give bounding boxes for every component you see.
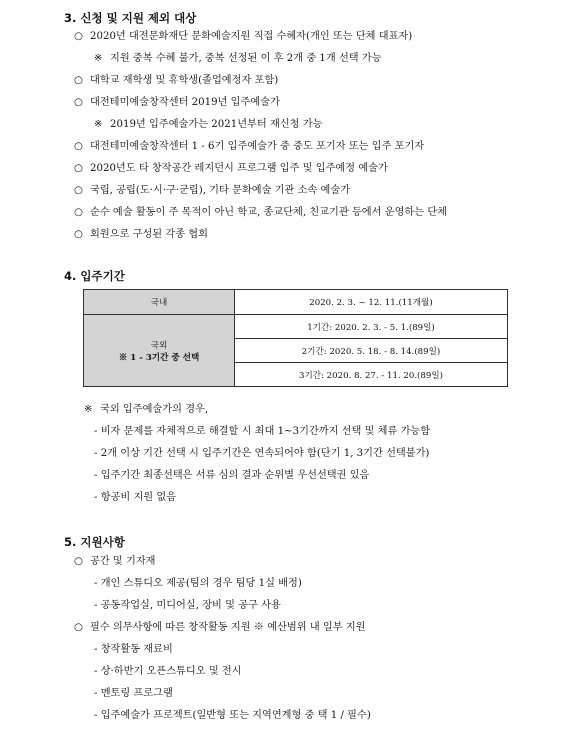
residency-period-table <box>83 289 508 387</box>
section5-group-2-bullet-3: - 멘토링 프로그램 <box>94 688 173 699</box>
section4-title: 4. 입주기간 <box>64 269 125 283</box>
overseas-period-1-cell: 1기간: 2020. 2. 3. - 5. 1.(89일) <box>235 315 508 339</box>
overseas-label: 국외 <box>150 340 168 351</box>
domestic-label-cell: 국내 <box>84 290 235 315</box>
section5-group-1: ○ 공간 및 기자재 <box>74 556 156 567</box>
section5-group-2-bullet-2: - 상·하반기 오픈스튜디오 및 전시 <box>94 666 242 677</box>
section3-item-7: ○ 2020년도 타 창작공간 레지던시 프로그램 입주 및 입주예정 예술가 <box>74 163 388 174</box>
overseas-note: ※ 1 - 3기간 중 선택 <box>118 352 200 363</box>
circle-marker-icon: ○ <box>74 75 83 86</box>
domestic-period-cell: 2020. 2. 3. ~ 12. 11.(11개월) <box>235 290 508 315</box>
overseas-period-3-cell: 3기간: 2020. 8. 27. - 11. 20.(89일) <box>235 363 508 387</box>
section4-bullet-1: - 비자 문제를 자체적으로 해결할 시 최대 1~3기간까지 선택 및 체류 가능함 <box>94 426 431 437</box>
section4-bullet-4: - 항공비 지원 없음 <box>94 492 177 503</box>
section3-item-2: ※ 지원 중복 수혜 불가, 중복 선정된 이 후 2개 중 1개 선택 가능 <box>94 53 382 64</box>
circle-marker-icon: ○ <box>74 141 83 152</box>
section5-group-2-bullet-1: - 창작활동 재료비 <box>94 644 173 655</box>
circle-marker-icon: ○ <box>74 229 83 240</box>
circle-marker-icon: ○ <box>74 622 83 633</box>
section3-item-10: ○ 회원으로 구성된 각종 협회 <box>74 229 208 240</box>
section5-group-2-bullet-4: - 입주예술가 프로젝트(일반형 또는 지역연계형 중 택 1 / 필수) <box>94 710 371 721</box>
section3-item-9: ○ 순수 예술 활동이 주 목적이 아닌 학교, 종교단체, 친교기관 등에서 운영하는 단체 <box>74 207 448 218</box>
section3-item-5: ※ 2019년 입주예술가는 2021년부터 재신청 가능 <box>94 119 323 130</box>
circle-marker-icon: ○ <box>74 556 83 567</box>
section5-group-1-bullet-1: - 개인 스튜디오 제공(팀의 경우 팀당 1실 배정) <box>94 578 302 589</box>
section3-item-8: ○ 국립, 공립(도·시·구·군립), 기타 문화예술 기관 소속 예술가 <box>74 185 351 196</box>
section4-bullet-2: - 2개 이상 기간 선택 시 입주기간은 연속되어야 함(단기 1, 3기간 선택불가) <box>94 448 430 459</box>
circle-marker-icon: ○ <box>74 31 83 42</box>
section3-item-6: ○ 대전테미예술창작센터 1 - 6기 입주예술가 중 중도 포기자 또는 입주 포기자 <box>74 141 425 152</box>
circle-marker-icon: ○ <box>74 207 83 218</box>
section4-bullet-3: - 입주기간 최종선택은 서류 심의 결과 순위별 우선선택권 있음 <box>94 470 370 481</box>
section5-group-2: ○ 필수 의무사항에 따른 창작활동 지원 ※ 예산범위 내 일부 지원 <box>74 622 366 633</box>
section5-title: 5. 지원사항 <box>64 535 125 549</box>
reference-mark-icon: ※ <box>84 404 93 415</box>
section3-item-3: ○ 대학교 재학생 및 휴학생(졸업예정자 포함) <box>74 75 279 86</box>
table-row <box>84 315 508 339</box>
section3-title: 3. 신청 및 지원 제외 대상 <box>64 11 197 25</box>
overseas-label-cell <box>84 315 235 387</box>
circle-marker-icon: ○ <box>74 185 83 196</box>
table-row <box>84 290 508 315</box>
reference-mark-icon: ※ <box>94 119 103 130</box>
section3-item-1: ○ 2020년 대전문화재단 문화예술지원 직접 수혜자(개인 또는 단체 대표자) <box>74 31 413 42</box>
overseas-period-2-cell: 2기간: 2020. 5. 18. - 8. 14.(89일) <box>235 339 508 363</box>
section3-item-4: ○ 대전테미예술창작센터 2019년 입주예술가 <box>74 97 280 108</box>
section4-note: ※ 국외 입주예술가의 경우, <box>84 404 209 415</box>
reference-mark-icon: ※ <box>94 53 103 64</box>
section5-group-1-bullet-2: - 공동작업실, 미디어실, 장비 및 공구 사용 <box>94 600 281 611</box>
circle-marker-icon: ○ <box>74 163 83 174</box>
circle-marker-icon: ○ <box>74 97 83 108</box>
